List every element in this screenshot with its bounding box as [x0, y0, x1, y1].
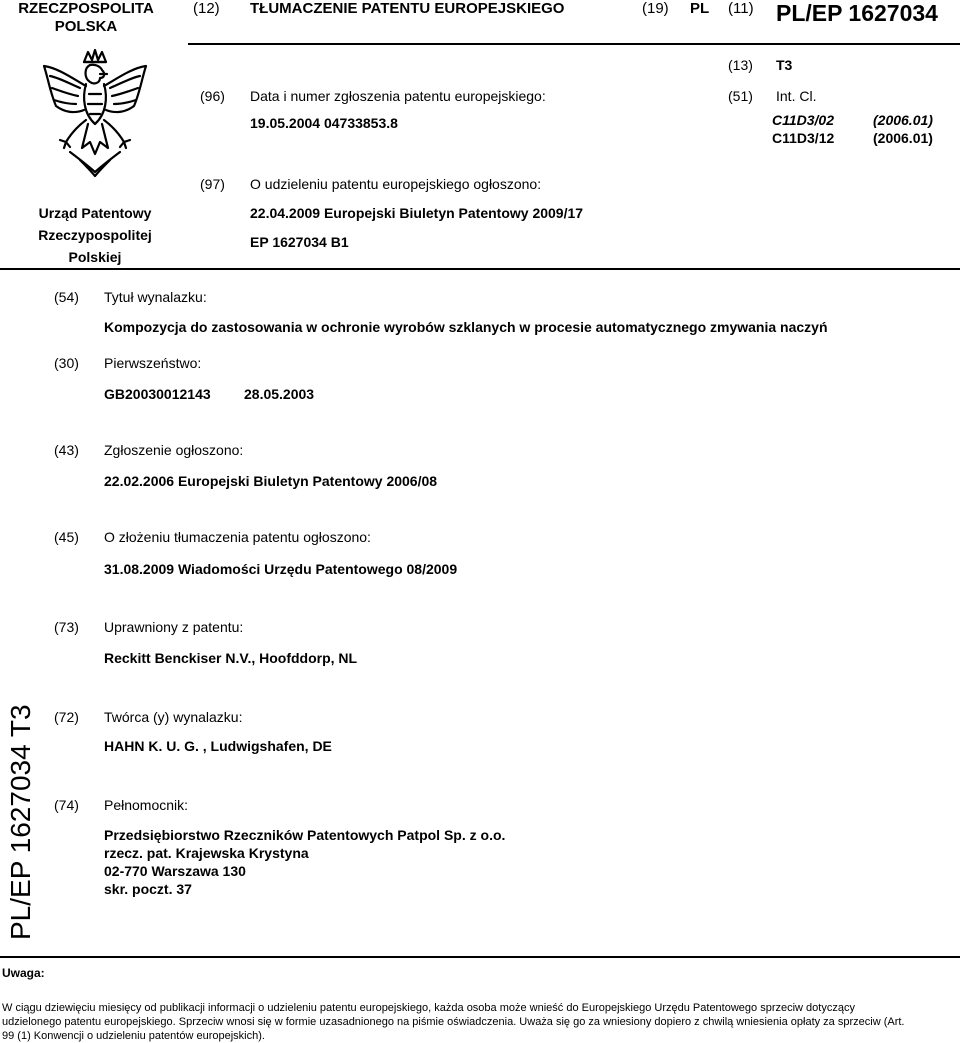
proprietor-label: Uprawniony z patentu:: [104, 619, 244, 635]
application-label: Zgłoszenie ogłoszono:: [104, 442, 244, 458]
priority-label: Pierwszeństwo:: [104, 355, 202, 371]
inid-code-74: (74): [54, 797, 79, 813]
priority-date: 28.05.2003: [244, 386, 315, 402]
patent-number: PL/EP 1627034: [776, 0, 938, 26]
office-line3: Polskiej: [68, 249, 122, 265]
side-patent-label-text: PL/EP 1627034 T3: [5, 704, 36, 940]
attorney-line-4: skr. poczt. 37: [104, 881, 192, 897]
office-line2: Rzeczypospolitej: [38, 227, 152, 243]
filing-value: 19.05.2004 04733853.8: [250, 115, 398, 131]
filing-label: Data i numer zgłoszenia patentu europejskiego:: [250, 88, 546, 104]
classification-code-2: C11D3/12: [772, 130, 835, 146]
classification-version-1: (2006.01): [873, 112, 933, 128]
inid-code-51: (51): [728, 88, 753, 104]
country-code: PL: [690, 0, 710, 17]
classification-code-1: C11D3/02: [772, 112, 835, 128]
attorney-line-1: Przedsiębiorstwo Rzeczników Patentowych Patpol Sp. z o.o.: [104, 827, 506, 843]
application-value: 22.02.2006 Europejski Biuletyn Patentowy 2006/08: [104, 473, 438, 489]
inventor-label: Twórca (y) wynalazku:: [104, 709, 243, 725]
inid-code-19: (19): [642, 0, 669, 17]
grant-label: O udzieleniu patentu europejskiego ogłoszono:: [250, 176, 542, 192]
title-label: Tytuł wynalazku:: [104, 289, 207, 305]
invention-title: Kompozycja do zastosowania w ochronie wyrobów szklanych w procesie automatycznego zmywania naczyń: [104, 319, 828, 335]
inid-code-12: (12): [193, 0, 220, 17]
inventor-value: HAHN K. U. G. , Ludwigshafen, DE: [104, 738, 332, 754]
header-divider: [188, 43, 960, 45]
translation-label: O złożeniu tłumaczenia patentu ogłoszono:: [104, 529, 371, 545]
inid-code-43: (43): [54, 442, 79, 458]
notice-heading: Uwaga:: [2, 966, 45, 980]
patent-office-name: [20, 202, 170, 268]
priority-number: GB20030012143: [104, 386, 211, 402]
country-name-line1: RZECZPOSPOLITA: [18, 0, 154, 17]
document-type: TŁUMACZENIE PATENTU EUROPEJSKIEGO: [250, 0, 565, 17]
section-divider: [0, 268, 960, 270]
inid-code-72: (72): [54, 709, 79, 725]
inid-code-11: (11): [728, 0, 754, 17]
ep-publication-number: EP 1627034 B1: [250, 234, 349, 250]
grant-value: 22.04.2009 Europejski Biuletyn Patentowy 2009/17: [250, 205, 584, 221]
attorney-line-2: rzecz. pat. Krajewska Krystyna: [104, 845, 309, 861]
inid-code-30: (30): [54, 355, 79, 371]
footer-divider: [0, 956, 960, 958]
translation-value: 31.08.2009 Wiadomości Urzędu Patentowego 08/2009: [104, 561, 458, 577]
office-line1: Urząd Patentowy: [38, 205, 152, 221]
notice-text: W ciągu dziewięciu miesięcy od publikacji informacji o udzieleniu patentu europejskiego, każda osoba może wnieść do Europejskiego Urzędu Patentowego sprzeciw dotyczący udzielonego patentu europejskiego. Sprzeciw wnosi się w formie uzasadnionego na piśmie oświadczenia. Uważa się go za wniesiony dopiero z chwilą wniesienia opłaty za sprzeciw (Art. 99 (1) Konwencji o udzieleniu patentów europejskich).: [2, 1002, 905, 1042]
inid-code-73: (73): [54, 619, 79, 635]
classification-label: Int. Cl.: [776, 88, 817, 104]
kind-code: T3: [776, 57, 793, 73]
attorney-line-3: 02-770 Warszawa 130: [104, 863, 246, 879]
polish-eagle-emblem: [40, 48, 150, 180]
inid-code-54: (54): [54, 289, 79, 305]
proprietor-value: Reckitt Benckiser N.V., Hoofddorp, NL: [104, 650, 358, 666]
inid-code-97: (97): [200, 176, 225, 192]
side-patent-label: [2, 700, 40, 940]
classification-version-2: (2006.01): [873, 130, 933, 146]
inid-code-13: (13): [728, 57, 753, 73]
inid-code-96: (96): [200, 88, 225, 104]
attorney-label: Pełnomocnik:: [104, 797, 189, 813]
country-name-line2: POLSKA: [54, 18, 118, 35]
inid-code-45: (45): [54, 529, 79, 545]
